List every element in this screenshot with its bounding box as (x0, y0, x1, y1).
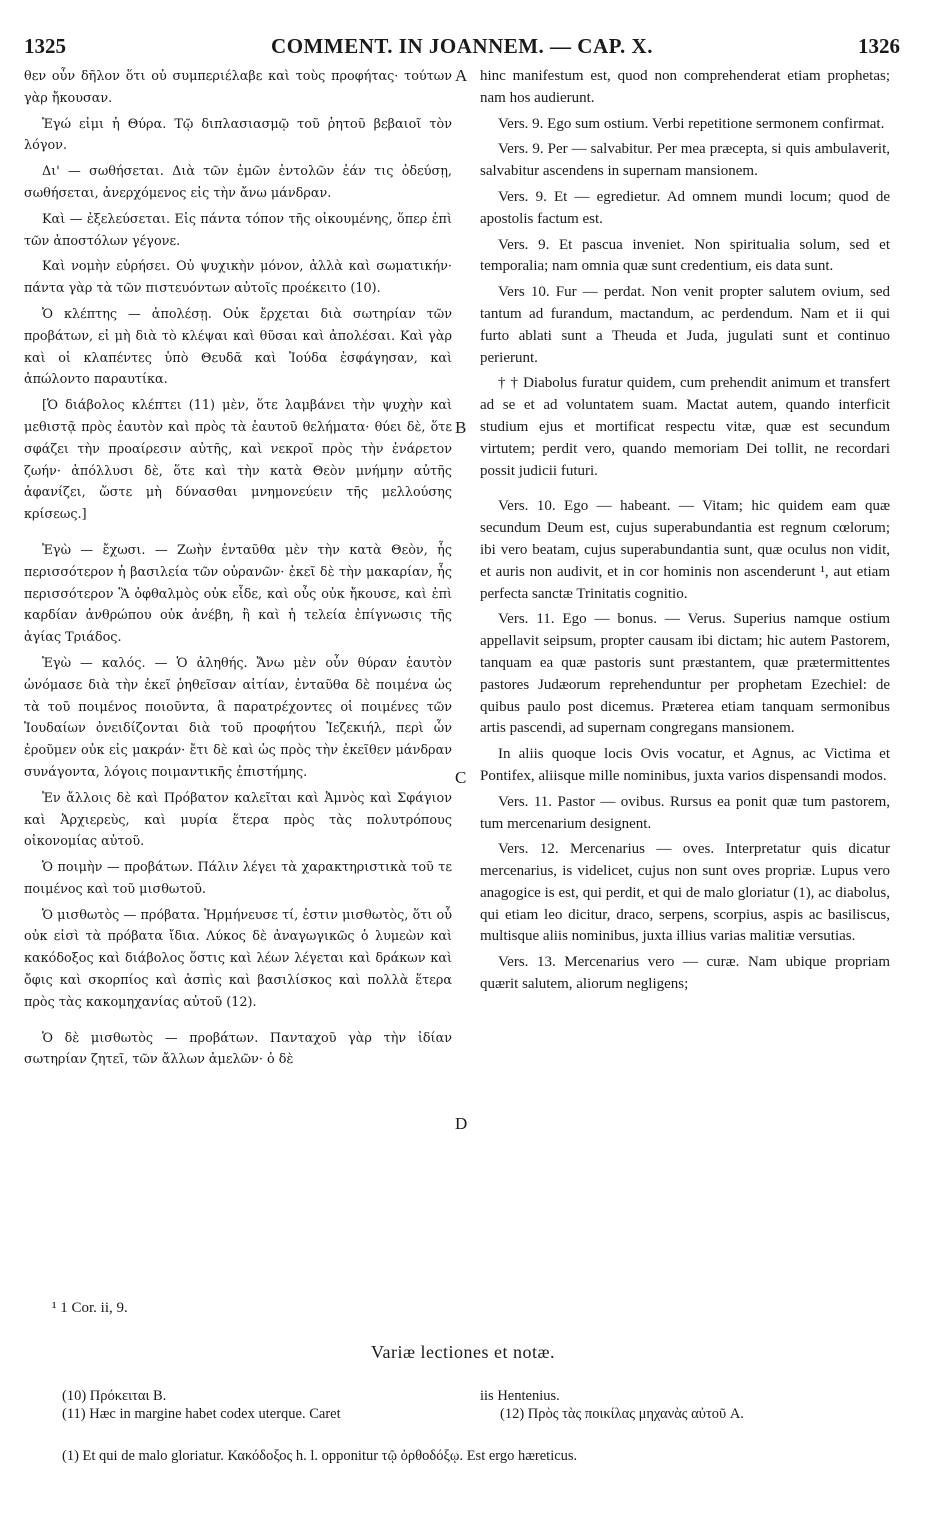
greek-paragraph: Ὁ ποιμὴν — προβάτων. Πάλιν λέγει τὰ χαρακτηριστικὰ τοῦ τε ποιμένος καὶ τοῦ μισθωτοῦ. (24, 860, 452, 897)
note-11-continued: iis Hentenius. (480, 1388, 560, 1404)
latin-paragraph: Vers. 9. Per — salvabitur. Per mea præcepta, si quis ambulaverit, salvabitur ascendens in supernam mansionem. (480, 141, 890, 180)
greek-paragraph: Καὶ — ἐξελεύσεται. Εἰς πάντα τόπον τῆς οἰκουμένης, ὅπερ ἐπὶ τῶν ἀποστόλων γέγονε. (24, 211, 452, 249)
latin-paragraph: † † Diabolus furatur quidem, cum prehendit animum et transfert ad se et ad voluntatem suam. Mactat autem, quando interficit studium ejus et mortificat respectu vitæ, quæ est secundum virtutem; perdit vero, quando memoriam Dei tollit, ne recordari possit judicii futuri. (480, 375, 890, 479)
greek-paragraph: Δι' — σωθήσεται. Διὰ τῶν ἐμῶν ἐντολῶν ἐάν τις ὁδεύσῃ, σωθήσεται, ἀνερχόμενος εἰς τὴν ἄνω μάνδραν. (24, 164, 452, 201)
note-10: (10) Πρόκειται B. (62, 1388, 167, 1404)
latin-paragraph: Vers. 9. Ego sum ostium. Verbi repetitione sermonem confirmat. (498, 115, 885, 132)
greek-paragraph: Ἐν ἄλλοις δὲ καὶ Πρόβατον καλεῖται καὶ Ἀμνὸς καὶ Σφάγιον καὶ Ἀρχιερεὺς, καὶ μυρία ἕτερα πρὸς τὰς πολυτρόπους οἰκονομίας αὐτοῦ. (24, 790, 452, 850)
latin-column (480, 66, 890, 1296)
running-title: COMMENT. IN JOANNEM. — CAP. X. (271, 34, 653, 58)
greek-paragraph: Ὁ κλέπτης — ἀπολέσῃ. Οὐκ ἔρχεται διὰ σωτηρίαν τῶν προβάτων, εἰ μὴ διὰ τὸ κλέψαι καὶ θῦσαι καὶ ἀπολέσαι. Καὶ γὰρ καὶ οἱ κλαπέντες ὑπὸ Θευδᾶ καὶ Ἰούδα ἐσφάγησαν, καὶ ἀπώλοντο παραυτίκα. (24, 306, 452, 388)
margin-letter-d: D (455, 1114, 468, 1133)
margin-letter-b: B (455, 418, 467, 437)
note-1: (1) Et qui de malo gloriatur. Κακόδοξος h. l. opponitur τῷ ὀρθοδόξῳ. Est ergo hæreticus. (62, 1448, 578, 1464)
latin-paragraph: Vers 10. Fur — perdat. Non venit propter salutem ovium, sed tantum ad furandum, mactandum, ac perdendum. Nam et ii qui furto ablati sunt a Theuda et Juda, jugulati sunt et continuo perierunt. (480, 284, 890, 366)
page-number-left: 1325 (24, 34, 66, 58)
latin-paragraph: Vers. 10. Ego — habeant. — Vitam; hic quidem eam quæ secundum Deum est, cujus superabundantia est regnum cœlorum; ibi vero beatam, cujus superabundantia sunt, quæ oculus non vidit, et auris non audivit, et in cor hominis non ascenderunt ¹, aut etiam perfecta sanctæ Trinitatis cognitio. (480, 498, 890, 602)
greek-paragraph: Ἐγὼ — ἔχωσι. — Ζωὴν ἐνταῦθα μὲν τὴν κατὰ Θεὸν, ἧς περισσότερον ἡ βασιλεία τῶν οὐρανῶν· ἐκεῖ δὲ τὴν μακαρίαν, ἧς περισσότερον Ἃ ὀφθαλμὸς οὐκ εἶδε, καὶ οὖς οὐκ ἤκουσε, καὶ ἐπὶ καρδίαν ἀνθρώπου οὐκ ἀνέβη, ἢ καὶ ἡ τελεία ἐπίγνωσις τῆς ἁγίας Τριάδος. (24, 542, 452, 646)
latin-paragraph: Vers. 9. Et — egredietur. Ad omnem mundi locum; quod de apostolis factum est. (480, 188, 890, 227)
footnote: ¹ 1 Cor. ii, 9. (52, 1300, 128, 1316)
page-header (24, 34, 900, 64)
greek-column (24, 66, 452, 1296)
margin-letter-c: C (455, 768, 467, 787)
page-number-right: 1326 (858, 34, 900, 58)
latin-paragraph: Vers. 9. Et pascua inveniet. Non spiritualia solum, sed et temporalia; nam omnia quæ sunt credentium, eis data sunt. (480, 236, 890, 275)
notes-title: Variæ lectiones et notæ. (371, 1342, 555, 1362)
greek-paragraph: Ὁ μισθωτὸς — πρόβατα. Ἡρμήνευσε τί, ἐστιν μισθωτὸς, ὅτι οὗ οὐκ εἰσὶ τὰ πρόβατα ἴδια. Λύκος δὲ ἀναγωγικῶς ὁ λυμεὼν καὶ κακόδοξος καὶ διάβολος ὅστις καὶ λέων λέγεται καὶ δράκων καὶ ὄφις καὶ σκορπίος καὶ ἀσπὶς καὶ βασιλίσκος καὶ πολλὰ ἕτερα πρὸς τὰς κακομηχανίας αὐτοῦ (12). (24, 907, 452, 1010)
latin-paragraph: Vers. 11. Ego — bonus. — Verus. Superius namque ostium appellavit seipsum, propter causam ibi dictam; hic autem Pastorem, tanquam ea quæ pastoris sunt præstantem, quæ prætermittentes pastores Judæorum reprehenduntur per prophetam Ezechiel: de quibus paulo post dicemus. Præterea etiam tanquam sermonibus artis pascendi, ad supernam congregans mansionem. (480, 611, 890, 737)
note-12: (12) Πρὸς τὰς ποικίλας μηχανὰς αὐτοῦ A. (500, 1406, 744, 1422)
greek-paragraph: Ἐγὼ — καλός. — Ὁ ἀληθής. Ἄνω μὲν οὖν θύραν ἑαυτὸν ὠνόμασε διὰ τὴν ἐκεῖ ῥηθεῖσαν αἰτίαν, ἐνταῦθα δὲ ποιμένα ὡς τὰ τοῦ ποιμένος ποιοῦντα, ἃ παρατρέχοντες οἱ ποιμένες τῶν Ἰουδαίων ὀνειδίζονται διὰ τοῦ προφήτου Ἰεζεκιήλ, περὶ ὧν ἐροῦμεν οὐκ εἰς μακράν· ἔτι δὲ καὶ ὡς πρὸς τὴν ἐκεῖθεν μάνδραν συνάγοντα, λόγοις ποιμαντικῆς ἐπιστήμης. (24, 655, 452, 780)
greek-paragraph: Ἐγώ εἰμι ἡ Θύρα. Τῷ διπλασιασμῷ τοῦ ῥητοῦ βεβαιοῖ τὸν λόγον. (24, 116, 452, 154)
note-11: (11) Hæc in margine habet codex uterque. Caret (62, 1406, 341, 1422)
margin-letter-a: A (455, 66, 468, 85)
latin-paragraph: In aliis quoque locis Ovis vocatur, et Agnus, ac Victima et Pontifex, aliisque mille nominibus, juxta varios dispensandi modos. (480, 746, 890, 784)
latin-paragraph: hinc manifestum est, quod non comprehenderat etiam prophetas; nam hos audierunt. (480, 68, 890, 106)
greek-paragraph: θεν οὖν δῆλον ὅτι οὐ συμπεριέλαβε καὶ τοὺς προφήτας· τούτων γὰρ ἤκουσαν. (24, 69, 452, 106)
latin-paragraph: Vers. 12. Mercenarius — oves. Interpretatur quis dicatur mercenarius, is videlicet, cujus non sunt oves propriæ. Lupus vero anagogice is est, qui perdit, et qui de malo gloriatur (1), ac diabolus, qui etiam leo dicitur, draco, serpens, scorpius, aspis ac basiliscus, multisque aliis nominibus, juxta illius varias malitiæ versutias. (480, 841, 890, 945)
greek-paragraph: Ὁ δὲ μισθωτὸς — προβάτων. Πανταχοῦ γὰρ τὴν ἰδίαν σωτηρίαν ζητεῖ, τῶν ἄλλων ἀμελῶν· ὁ δὲ (24, 1030, 452, 1068)
latin-paragraph: Vers. 11. Pastor — ovibus. Rursus ea ponit quæ tum pastorem, tum mercenarium designent. (480, 793, 890, 832)
greek-paragraph: Καὶ νομὴν εὑρήσει. Οὐ ψυχικὴν μόνον, ἀλλὰ καὶ σωματικήν· πάντα γὰρ τὰ τῶν πιστευόντων αὐτοῖς προέκειτο (10). (24, 259, 452, 297)
greek-paragraph: [Ὁ διάβολος κλέπτει (11) μὲν, ὅτε λαμβάνει τὴν ψυχὴν καὶ μεθιστᾷ πρὸς ἑαυτὸν καὶ πρὸς τὰ ἑαυτοῦ θελήματα· θύει δὲ, ὅτε σφάζει τὴν προαίρεσιν αὐτῆς, καὶ νεκροῖ πρὸς τὴν ἐνάρετον ζωήν· ἀπόλλυσι δὲ, ὅτε καὶ τὴν κατὰ Θεὸν μνήμην αὐτῆς ἀφανίζει, ὥστε μὴ δύνασθαι μνημονεύειν τῆς μελλούσης κρίσεως.] (24, 398, 452, 523)
latin-paragraph: Vers. 13. Mercenarius vero — curæ. Nam ubique propriam quærit salutem, aliorum negligens; (480, 954, 890, 993)
